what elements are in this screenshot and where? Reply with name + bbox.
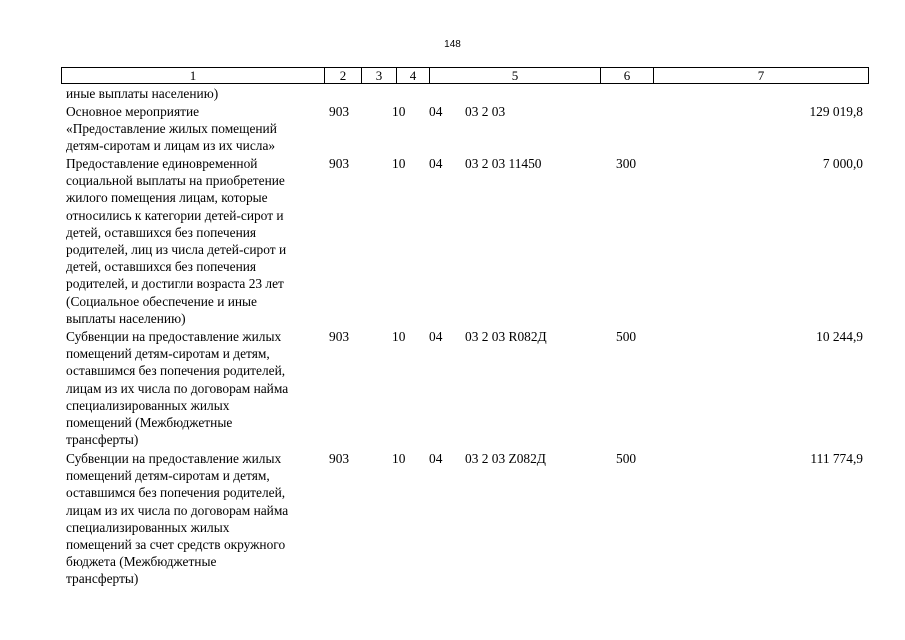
name-line: (Социальное обеспечение и иные [66, 293, 257, 309]
name-line: родителей, лиц из числа детей-сирот и [66, 242, 287, 258]
row-amount: 10 244,9 [816, 329, 863, 344]
row-ministry-code: 903 [329, 451, 350, 466]
row-amount: 7 000,0 [822, 156, 863, 171]
row-name [66, 450, 328, 588]
name-line: оставшимся без попечения родителей, [66, 485, 286, 501]
name-line: специализированных жилых [66, 519, 230, 535]
column-header-2: 2 [325, 68, 362, 84]
page-number: 148 [444, 39, 461, 50]
name-line: детей, оставшихся без попечения [66, 259, 257, 275]
name-line: лицам из их числа по договорам найма [66, 502, 289, 518]
row-subsection-code: 04 [429, 104, 443, 119]
row-ministry-code: 903 [329, 104, 350, 119]
name-line: помещений (Межбюджетные [66, 415, 233, 431]
row-expense-type: 500 [616, 451, 637, 466]
row-section-code: 10 [392, 156, 406, 171]
row-target-code: 03 2 03 R082Д [465, 329, 547, 344]
column-header-7: 7 [654, 68, 869, 84]
row-subsection-code: 04 [429, 451, 443, 466]
name-line: детям-сиротам и лицам из их числа» [66, 138, 276, 154]
column-header-4: 4 [397, 68, 430, 84]
name-line: помещений за счет средств окружного [66, 537, 286, 553]
row-name [66, 328, 328, 448]
name-line: относились к категории детей-сирот и [66, 207, 284, 223]
name-line: жилого помещения лицам, которые [66, 190, 268, 206]
name-line: выплаты населению) [66, 310, 186, 326]
name-line: помещений детям-сиротам и детям, [66, 346, 270, 362]
row-target-code: 03 2 03 [465, 104, 506, 119]
row-target-code: 03 2 03 Z082Д [465, 451, 546, 466]
name-line: Основное мероприятие [66, 104, 200, 119]
name-line: Субвенции на предоставление жилых [66, 329, 282, 344]
name-line: лицам из их числа по договорам найма [66, 380, 289, 396]
row-expense-type: 500 [616, 329, 637, 344]
column-header-6: 6 [601, 68, 654, 84]
column-header-3: 3 [362, 68, 397, 84]
continuation-text [66, 85, 328, 102]
row-amount: 129 019,8 [809, 104, 863, 119]
row-subsection-code: 04 [429, 156, 443, 171]
row-ministry-code: 903 [329, 156, 350, 171]
name-line: специализированных жилых [66, 397, 230, 413]
name-line: бюджета (Межбюджетные [66, 554, 217, 570]
name-line: Субвенции на предоставление жилых [66, 451, 282, 466]
name-line: детей, оставшихся без попечения [66, 224, 257, 240]
name-line: иные выплаты населению) [66, 86, 219, 101]
name-line: социальной выплаты на приобретение [66, 173, 285, 189]
row-name [66, 155, 328, 327]
table-header [61, 67, 869, 84]
column-header-5: 5 [430, 68, 601, 84]
column-header-1: 1 [62, 68, 325, 84]
name-line: «Предоставление жилых помещений [66, 121, 277, 137]
row-section-code: 10 [392, 104, 406, 119]
row-ministry-code: 903 [329, 329, 350, 344]
name-line: трансферты) [66, 432, 139, 448]
row-target-code: 03 2 03 11450 [465, 156, 542, 171]
name-line: трансферты) [66, 571, 139, 587]
row-subsection-code: 04 [429, 329, 443, 344]
name-line: оставшимся без попечения родителей, [66, 363, 286, 379]
row-expense-type: 300 [616, 156, 637, 171]
name-line: родителей, и достигли возраста 23 лет [66, 276, 284, 292]
row-section-code: 10 [392, 329, 406, 344]
row-name [66, 103, 328, 155]
name-line: Предоставление единовременной [66, 156, 258, 171]
row-section-code: 10 [392, 451, 406, 466]
row-amount: 111 774,9 [810, 451, 863, 466]
name-line: помещений детям-сиротам и детям, [66, 468, 270, 484]
